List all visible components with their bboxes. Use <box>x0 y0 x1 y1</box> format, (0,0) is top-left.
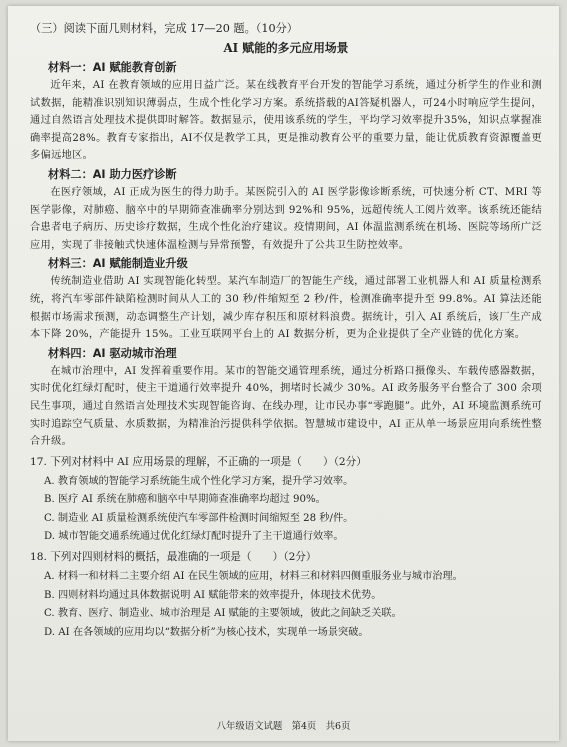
material-1-heading: 材料一：AI 赋能教育创新 <box>48 61 177 74</box>
question-18-option-d: D. AI 在各领域的应用均以“数据分析”为核心技术，实现单一场景突破。 <box>44 626 369 638</box>
question-17-option-c: C. 制造业 AI 质量检测系统使汽车零部件检测时间缩短至 28 秒/件。 <box>44 512 354 524</box>
question-17-stem: 17. 下列对材料中 AI 应用场景的理解，不正确的一项是（ ）（2分） <box>30 455 367 468</box>
material-4-heading: 材料四：AI 驱动城市治理 <box>48 346 177 360</box>
question-17-option-b: B. 医疗 AI 系统在肺癌和脑卒中早期筛查准确率均超过 90%。 <box>44 494 326 506</box>
article-title: AI 赋能的多元应用场景 <box>223 41 349 55</box>
exam-page <box>8 6 559 741</box>
page-content <box>30 20 542 641</box>
question-17-option-d: D. 城市智能交通系统通过优化红绿灯配时提升了主干道通行效率。 <box>44 531 344 543</box>
question-18-option-b: B. 四则材料均通过具体数据说明 AI 赋能带来的效率提升，体现技术优势。 <box>44 589 382 601</box>
material-2-text: 在医疗领域，AI 正成为医生的得力助手。某医院引入的 AI 医学影像诊断系统，可快速分析 CT、MRI 等医学影像，对肺癌、脑卒中的早期筛查准确率分别达到 92%和 95%，远超传统人工阅片效率。该系统还能结合患者电子病历、历史诊疗数据，生成个性化治疗建议。疫情期间，AI 体温监测系统在机场、医院等场所广泛应用，实现了非接触式快速体温检测与异常预警，有效提升了公共卫生防控效率。 <box>30 186 542 251</box>
question-18-option-a: A. 材料一和材料二主要介绍 AI 在民生领域的应用，材料三和材料四侧重服务业与城市治理。 <box>44 571 463 583</box>
material-4-text: 在城市治理中，AI 发挥着重要作用。某市的智能交通管理系统，通过分析路口摄像头、车载传感器数据，实时优化红绿灯配时，使主干道通行效率提升 40%，拥堵时长减少 30%。AI 政务服务平台整合了 300 余项民生事项，通过自然语言处理技术实现智能咨询、在线办理，让市民办事“零跑腿”。此外，AI 环境监测系统可实时追踪空气质量、水质数据，为精准治污提供科学依据。智慧城市建设中，AI 正从单一场景应用向系统性整合升级。 <box>30 365 542 448</box>
material-3-text: 传统制造业借助 AI 实现智能化转型。某汽车制造厂的智能生产线，通过部署工业机器人和 AI 质量检测系统，将汽车零部件缺陷检测时间从人工的 30 秒/件缩短至 2 秒/件，检测准确率提升至 99.8%。AI 算法还能根据市场需求预测，动态调整生产计划，减少库存积压和原材料浪费。据统计，引入 AI 系统后，该厂生产成本下降 20%，产能提升 15%。工业互联网平台上的 AI 数据分析，更为企业提供了全产业链的优化方案。 <box>30 276 543 341</box>
material-3-heading: 材料三：AI 赋能制造业升级 <box>48 257 188 271</box>
material-1-text: 近年来，AI 在教育领域的应用日益广泛。某在线教育平台开发的智能学习系统，通过分析学生的作业和测试数据，能精准识别知识薄弱点，生成个性化学习方案。系统搭载的AI答疑机器人，可24小时响应学生提问，通过自然语言处理技术提供即时解答。数据显示，使用该系统的学生，平均学习效率提升35%，知识点掌握准确率提高28%。教育专家指出，AI不仅是教学工具，更是推动教育公平的重要力量，能让优质教育资源覆盖更多偏远地区。 <box>30 80 542 162</box>
section-intro: （三）阅读下面几则材料，完成 17—20 题。（10分） <box>30 22 298 35</box>
page-footer: 八年级语文试题 第4页 共6页 <box>216 721 351 732</box>
question-18-stem: 18. 下列对四则材料的概括，最准确的一项是（ ）（2分） <box>30 551 317 564</box>
material-2-heading: 材料二：AI 助力医疗诊断 <box>48 167 177 181</box>
question-17-option-a: A. 教育领域的智能学习系统能生成个性化学习方案，提升学习效率。 <box>44 475 354 487</box>
question-18-option-c: C. 教育、医疗、制造业、城市治理是 AI 赋能的主要领域，彼此之间缺乏关联。 <box>44 608 402 620</box>
